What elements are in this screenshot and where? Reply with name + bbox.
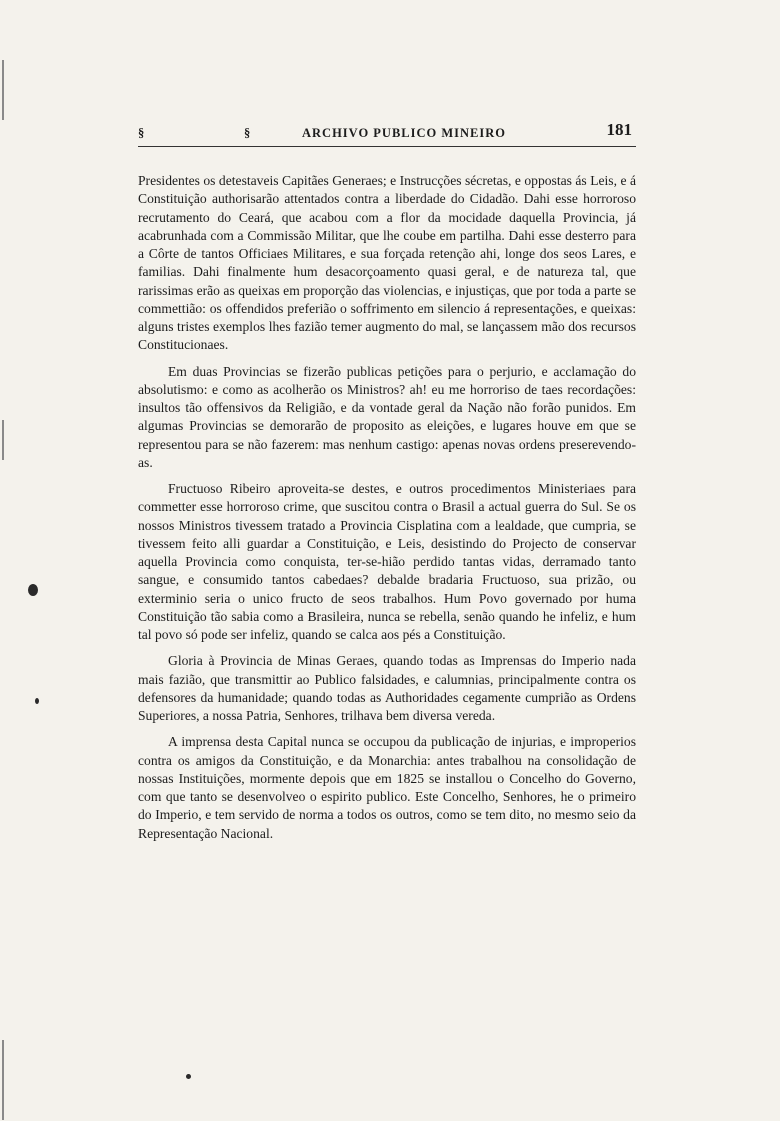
scan-edge-mark [2,1040,4,1120]
body-text [138,172,636,851]
running-title: ARCHIVO PUBLICO MINEIRO [302,126,507,140]
scan-edge-mark [2,420,4,460]
header-mark: § [244,126,252,140]
ink-dot [186,1074,191,1079]
page-number: 181 [606,120,632,139]
paragraph: Em duas Provincias se fizerão publicas petições para o perjurio, e acclamação do absolutismo: e como as acolherão os Ministros? ah! eu me horrorisо de taes recordações: insultos tão offensivos da Religião, e da vontade geral da Nação não forão punidos. Em algumas Provincias se demorarão de proposito as eleições, e lugares houve em que se representou para se não fazerem: mas nenhum castigo: apenas novas ordens preserevendo-as. [138,363,636,470]
header-rule [138,146,636,147]
ink-blot [28,584,38,596]
paragraph: A imprensa desta Capital nunca se occupou da publicação de injurias, e improperios contra os amigos da Constituição, e da Monarchia: antes trabalhou na consolidação de nossas Instituições, mormente depois que em 1825 se installou o Concelho do Governo, com que tanto se desenvolveo o espirito publico. Este Concelho, Senhores, he o primeiro do Imperio, e tem servido de norma a todos os outros, como se tem dito, no mesmo seio da Representação Nacional. [138,734,636,841]
paragraph: Presidentes os detestaveis Capitães Generaes; e Instrucções sécretas, e oppostas ás Leis, e á Constituição authorisarão attentados contra a liberdade do Cidadão. Dahi esse horroroso recrutamento do Ceará, que acabou com a flor da mocidade daquella Provincia, já acabrunhada com a Commissão Militar, que lhe coube em partilha. Dahi esse desterro para a Côrte de tantos Officiaes Militares, e sua forçada retenção ahi, longe dos seos Lares, e familias. Dahi finalmente hum desacorçoamento quasi geral, e de natureza tal, que rarissimas erão as queixas em proporção das violencias, e injustiças, que por toda a parte se commettião: os offendidos preferião o soffrimento em silencio á representações, e queixas: alguns tristes exemplos lhes fazião temer augmento do mal, se lançassem mão dos recursos Constitucionaes. [138,173,636,353]
ink-dot [35,698,39,704]
page-header [138,120,632,146]
paragraph: Gloria à Provincia de Minas Geraes, quando todas as Imprensas do Imperio nada mais fazião, que transmittir ao Publico falsidades, e calumnias, principalmente contra os defensores da humanidade; quando todas as Authoridades cegamente cumprião as Ordens Superiores, a nossa Patria, Senhores, trilhava bem diversa vereda. [138,653,636,723]
header-mark: § [138,126,146,140]
scan-edge-mark [2,60,4,120]
paragraph: Fructuoso Ribeiro aproveita-se destes, e outros procedimentos Ministeriaes para commetter esse horroroso crime, que suscitou contra o Brasil a actual guerra do Sul. Se os nossos Ministros tivessem tratado a Provincia Cisplatina com a lealdade, que cumpria, se tivessem feito alli guardar a Constituição, e Leis, desistindo do Projecto de conservar aquella Provincia como conquista, ter-se-hião perdido tantas vidas, derramado tanto sangue, e consumido tantos cabedaes? debalde bradaria Fructuoso, sua prizão, ou exterminio seria o unico fructo de seos trabalhos. Hum Povo governado por huma Constituição tão sabia como a Brasileira, nunca se rebella, senão quando he infeliz, e hum tal povo só pode ser infeliz, quando se calca aos pés a Constituição. [138,481,636,642]
